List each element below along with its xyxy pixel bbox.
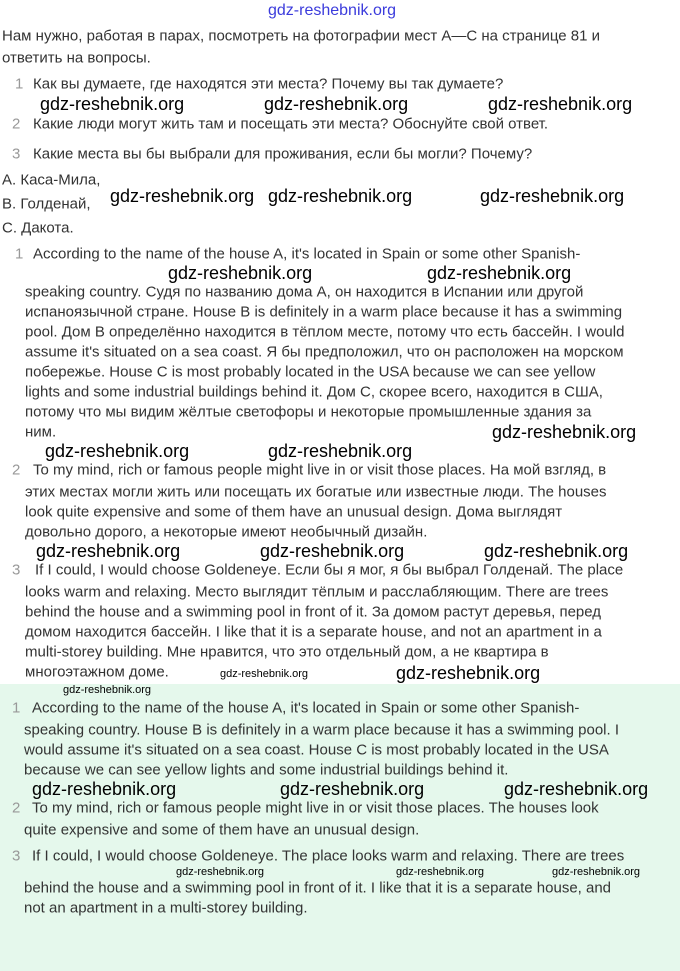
answer-line: would assume it's situated on a sea coast. House C is most probably located in the USA xyxy=(24,741,609,759)
watermark: gdz-reshebnik.org xyxy=(176,866,265,878)
answer-line: домом находится бассейн. I like that it is a separate house, and not an apartment in a xyxy=(25,623,602,641)
watermark: gdz-reshebnik.org xyxy=(168,263,313,283)
question-number: 3 xyxy=(12,145,21,163)
answer-number: 2 xyxy=(12,461,21,479)
answer-line: because we can see yellow lights and some industrial buildings behind it. xyxy=(24,761,509,779)
answer-line: To my mind, rich or famous people might live in or visit those places. На мой взгляд, в xyxy=(33,461,607,479)
answer-line: lights and some industrial buildings behind it. Дом C, скорее всего, находится в США, xyxy=(25,383,603,401)
place-item: C. Дакота. xyxy=(2,219,74,237)
answer-line: ним. xyxy=(25,423,57,441)
answer-line: speaking country. House B is definitely in a warm place because it has a swimming pool. I xyxy=(24,721,620,739)
watermark: gdz-reshebnik.org xyxy=(484,541,629,561)
place-item: B. Голденай, xyxy=(2,195,91,213)
answer-line: looks warm and relaxing. Место выглядит тёплым и расслабляющим. There are trees xyxy=(25,583,609,601)
intro-text: ответить на вопросы. xyxy=(2,49,151,67)
watermark: gdz-reshebnik.org xyxy=(45,441,190,461)
answer-line: assume it's situated on a sea coast. Я бы предположил, что он расположен на морском xyxy=(25,343,624,361)
answer-line: multi-storey building. Мне нравится, что это отдельный дом, а не квартира в xyxy=(25,643,549,661)
watermark: gdz-reshebnik.org xyxy=(268,186,413,206)
answer-line: побережье. House C is most probably located in the USA because we can see yellow xyxy=(25,363,596,381)
question-number: 2 xyxy=(12,115,21,133)
answer-line: этих местах могли жить или посещать их богатые или известные люди. The houses xyxy=(25,483,607,501)
answer-line: To my mind, rich or famous people might live in or visit those places. The houses look xyxy=(32,799,599,817)
answer-line: pool. Дом B определённо находится в тёплом месте, потому что есть бассейн. I would xyxy=(25,323,625,341)
question-text: Какие люди могут жить там и посещать эти места? Обоснуйте свой ответ. xyxy=(33,115,549,133)
answer-number: 3 xyxy=(12,561,21,579)
watermark: gdz-reshebnik.org xyxy=(260,541,405,561)
question-text: Как вы думаете, где находятся эти места? Почему вы так думаете? xyxy=(33,75,504,93)
watermark: gdz-reshebnik.org xyxy=(504,779,649,799)
answer-line: look quite expensive and some of them have an unusual design. Дома выглядят xyxy=(25,503,563,521)
answer-number: 3 xyxy=(12,847,21,865)
watermark: gdz-reshebnik.org xyxy=(492,422,637,442)
answer-line: довольно дорого, а некоторые имеют необычный дизайн. xyxy=(25,523,428,541)
watermark: gdz-reshebnik.org xyxy=(36,541,181,561)
answer-number: 1 xyxy=(15,245,24,263)
answer-line: behind the house and a swimming pool in front of it. I like that it is a separate house, and xyxy=(24,879,612,897)
watermark: gdz-reshebnik.org xyxy=(480,186,625,206)
watermark: gdz-reshebnik.org xyxy=(280,779,425,799)
answer-line: многоэтажном доме. xyxy=(25,663,169,681)
watermark-link[interactable]: gdz-reshebnik.org xyxy=(268,2,397,19)
watermark: gdz-reshebnik.org xyxy=(40,94,185,114)
watermark: gdz-reshebnik.org xyxy=(268,441,413,461)
watermark: gdz-reshebnik.org xyxy=(110,186,255,206)
answer-line: speaking country. Судя по названию дома A, он находится в Испании или другой xyxy=(25,283,584,301)
watermark: gdz-reshebnik.org xyxy=(264,94,409,114)
answer-line: According to the name of the house A, it's located in Spain or some other Spanish- xyxy=(33,245,581,263)
answer-line: quite expensive and some of them have an unusual design. xyxy=(24,821,420,839)
watermark: gdz-reshebnik.org xyxy=(220,668,309,680)
answer-line: not an apartment in a multi-storey building. xyxy=(24,899,308,917)
place-item: A. Каса-Мила, xyxy=(2,171,101,189)
answer-line: If I could, I would choose Goldeneye. The place looks warm and relaxing. There are trees xyxy=(32,847,625,865)
answer-number: 1 xyxy=(12,699,21,717)
answer-line: испаноязычной стране. House B is definitely in a warm place because it has a swimming xyxy=(25,303,623,321)
question-number: 1 xyxy=(15,75,24,93)
watermark: gdz-reshebnik.org xyxy=(32,779,177,799)
watermark: gdz-reshebnik.org xyxy=(427,263,572,283)
answer-number: 2 xyxy=(12,799,21,817)
watermark: gdz-reshebnik.org xyxy=(552,866,641,878)
answer-line: If I could, I would choose Goldeneye. Если бы я мог, я бы выбрал Голденай. The place xyxy=(35,561,624,579)
answer-line: behind the house and a swimming pool in front of it. За домом растут деревья, перед xyxy=(25,603,602,621)
watermark: gdz-reshebnik.org xyxy=(396,663,541,683)
watermark: gdz-reshebnik.org xyxy=(63,684,152,696)
watermark: gdz-reshebnik.org xyxy=(396,866,485,878)
answer-line: According to the name of the house A, it's located in Spain or some other Spanish- xyxy=(32,699,580,717)
intro-text: Нам нужно, работая в парах, посмотреть на фотографии мест A—C на странице 81 и xyxy=(2,27,601,45)
question-text: Какие места вы бы выбрали для проживания, если бы могли? Почему? xyxy=(33,145,533,163)
answer-line: потому что мы видим жёлтые светофоры и некоторые промышленные здания за xyxy=(25,403,592,421)
watermark: gdz-reshebnik.org xyxy=(488,94,633,114)
